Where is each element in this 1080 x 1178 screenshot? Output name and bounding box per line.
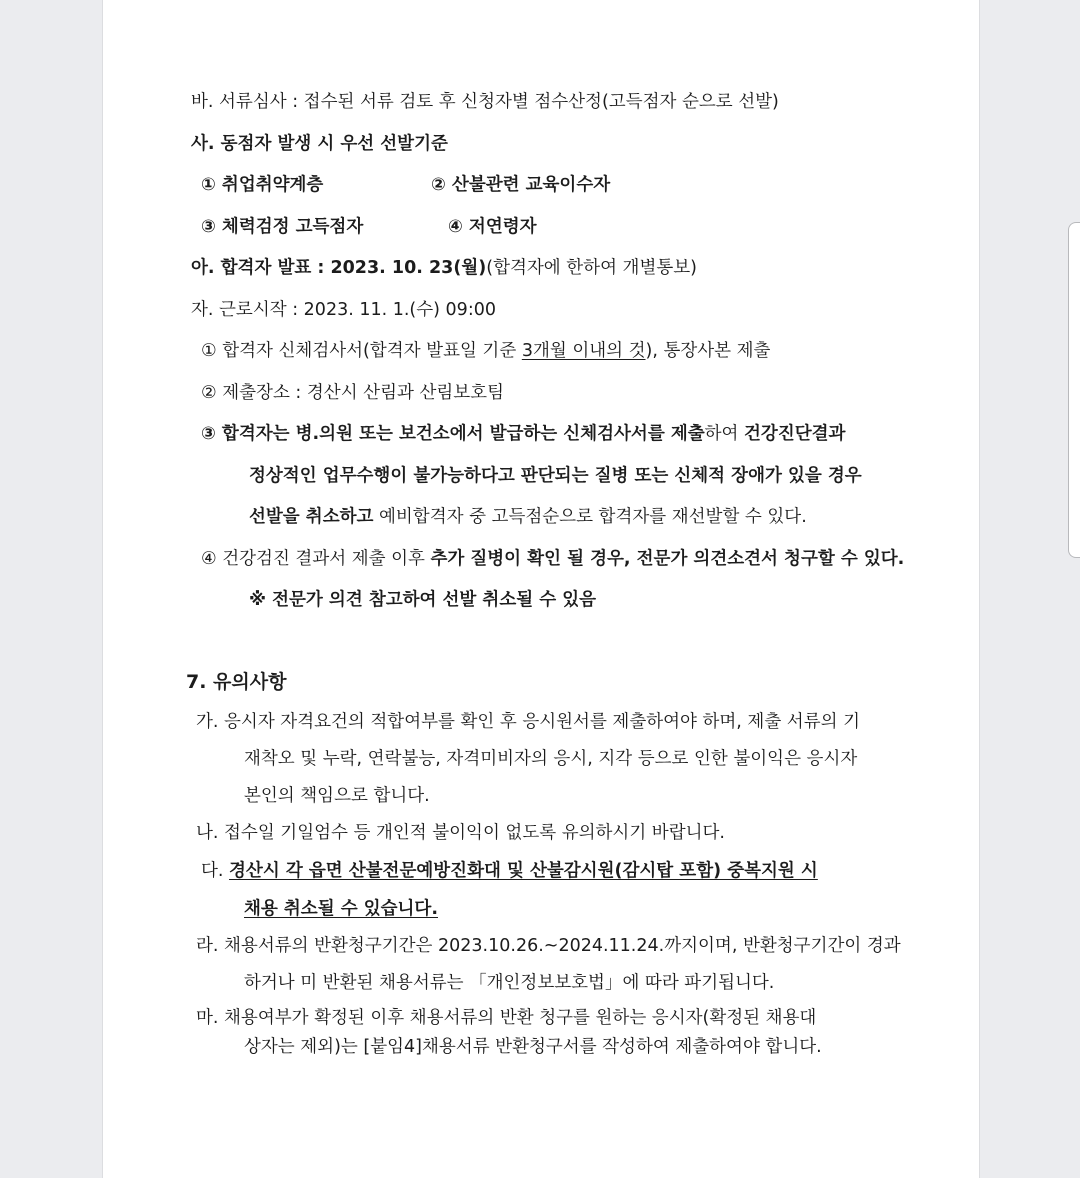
announcement-date: 아. 합격자 발표 : 2023. 10. 23(월) xyxy=(191,258,487,278)
document-page xyxy=(102,0,980,1178)
s7-ma-line-2: 상자는 제외)는 [붙임4]채용서류 반환청구서를 작성하여 제출하여야 합니다. xyxy=(244,1037,822,1057)
sa-item-4: ④ 저연령자 xyxy=(448,217,537,237)
sa-item-1: ① 취업취약계층 xyxy=(201,175,324,195)
announcement-note: (합격자에 한하여 개별통보) xyxy=(486,258,697,278)
ja-item-3-line-3 xyxy=(249,505,807,529)
s7-da-prefix: 다. xyxy=(201,861,230,881)
s7-ma-line-1: 마. 채용여부가 확정된 이후 채용서류의 반환 청구를 원하는 응시자(확정된 채용대 xyxy=(196,1008,817,1028)
ja-item-4-bold: 추가 질병이 확인 될 경우, 전문가 의견소견서 청구할 수 있다. xyxy=(430,549,905,569)
ja-item-3-line-1 xyxy=(201,422,845,446)
s7-ga-line-2: 재착오 및 누락, 연락불능, 자격미비자의 응시, 지각 등으로 인한 불이익은 응시자 xyxy=(244,749,858,769)
ja-item-1-text: ① 합격자 신체검사서(합격자 발표일 기준 xyxy=(201,341,522,361)
ja-item-1-tail: ), 통장사본 제출 xyxy=(645,341,771,361)
s7-ga-line-1: 가. 응시자 자격요건의 적합여부를 확인 후 응시원서를 제출하여야 하며, 제출 서류의 기 xyxy=(196,712,860,732)
ja-item-1-underline: 3개월 이내의 것 xyxy=(521,341,646,361)
ja-item-4-normal: ④ 건강검진 결과서 제출 이후 xyxy=(201,549,431,569)
s7-ra-line-2: 하거나 미 반환된 채용서류는 「개인정보보호법」에 따라 파기됩니다. xyxy=(244,973,775,993)
section-ba: 바. 서류심사 : 접수된 서류 검토 후 신청자별 점수산정(고득점자 순으로 선발) xyxy=(191,92,779,112)
ja-item-3-normal: 하여 xyxy=(704,424,745,444)
sa-item-2: ② 산불관련 교육이수자 xyxy=(431,175,611,195)
ja-item-1 xyxy=(201,339,770,363)
section-7-heading: 7. 유의사항 xyxy=(186,671,287,693)
s7-ga-line-3: 본인의 책임으로 합니다. xyxy=(244,786,430,806)
section-a xyxy=(191,256,697,280)
ja-item-3-bold: ③ 합격자는 병.의원 또는 보건소에서 발급하는 신체검사서를 제출 xyxy=(201,424,705,444)
ja-item-3-line-2: 정상적인 업무수행이 불가능하다고 판단되는 질병 또는 신체적 장애가 있을 경우 xyxy=(249,466,862,486)
s7-da-warning: 경산시 각 읍면 산불전문예방진화대 및 산불감시원(감시탑 포함) 중복지원 시 xyxy=(229,861,818,881)
ja-item-4 xyxy=(201,547,904,571)
sa-item-3: ③ 체력검정 고득점자 xyxy=(201,217,364,237)
ja-item-2: ② 제출장소 : 경산시 산림과 산림보호팀 xyxy=(201,383,504,403)
section-sa-heading: 사. 동점자 발생 시 우선 선발기준 xyxy=(191,134,448,154)
ja-item-3-reselect: 예비합격자 중 고득점순으로 합격자를 재선발할 수 있다. xyxy=(373,507,807,527)
ja-item-4-note: ※ 전문가 의견 참고하여 선발 취소될 수 있음 xyxy=(249,590,597,610)
ja-item-3-cancel: 선발을 취소하고 xyxy=(249,507,374,527)
scrollbar-thumb[interactable] xyxy=(1068,222,1080,558)
section-ja-heading: 자. 근로시작 : 2023. 11. 1.(수) 09:00 xyxy=(191,300,496,320)
s7-na: 나. 접수일 기일엄수 등 개인적 불이익이 없도록 유의하시기 바랍니다. xyxy=(196,823,725,843)
ja-item-3-bold-2: 건강진단결과 xyxy=(744,424,846,444)
s7-ra-line-1: 라. 채용서류의 반환청구기간은 2023.10.26.~2024.11.24.까지이며, 반환청구기간이 경과 xyxy=(196,936,901,956)
s7-da-line-1 xyxy=(201,859,818,883)
s7-da-line-2: 채용 취소될 수 있습니다. xyxy=(244,899,438,919)
